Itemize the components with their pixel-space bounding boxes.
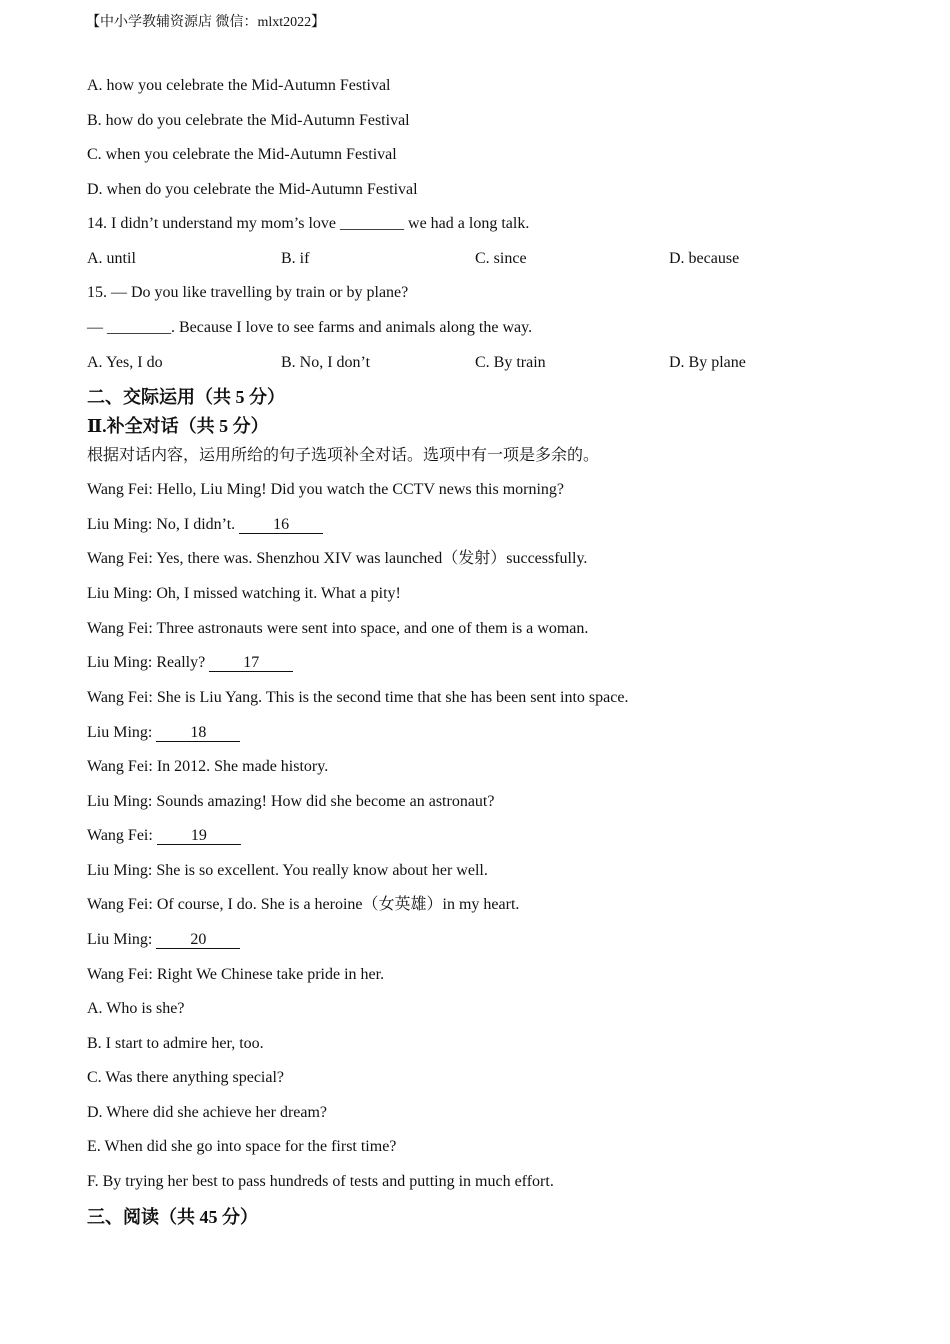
q13-option-a: A. how you celebrate the Mid-Autumn Festival bbox=[87, 77, 391, 94]
q15-option-b: B. No, I don’t bbox=[281, 354, 371, 371]
dialogue-line: Wang Fei: Yes, there was. Shenzhou XIV was launched（发射）successfully. bbox=[87, 550, 588, 567]
dialogue-line: Liu Ming: Really? 17 bbox=[87, 653, 293, 673]
page-header: 【中小学教辅资源店 微信：mlxt2022】 bbox=[86, 15, 326, 30]
q13-option-d: D. when do you celebrate the Mid-Autumn Festival bbox=[87, 181, 418, 198]
dialogue-line: Liu Ming: 20 bbox=[87, 930, 240, 950]
dialogue-line: Liu Ming: She is so excellent. You really know about her well. bbox=[87, 862, 488, 879]
q13-option-b: B. how do you celebrate the Mid-Autumn Festival bbox=[87, 112, 410, 129]
dialogue-option-f: F. By trying her best to pass hundreds of tests and putting in much effort. bbox=[87, 1173, 554, 1190]
dialogue-line: Liu Ming: Sounds amazing! How did she become an astronaut? bbox=[87, 793, 495, 810]
answer-blank-19: 19 bbox=[157, 827, 241, 845]
dialogue-option-c: C. Was there anything special? bbox=[87, 1069, 285, 1086]
section2-subtitle: Ⅱ.补全对话（共 5 分） bbox=[87, 416, 269, 436]
q13-option-c: C. when you celebrate the Mid-Autumn Festival bbox=[87, 146, 397, 163]
answer-blank-17: 17 bbox=[209, 654, 293, 672]
q15-option-c: C. By train bbox=[475, 354, 546, 371]
q14-option-b: B. if bbox=[281, 250, 310, 267]
q15-option-d: D. By plane bbox=[669, 354, 746, 371]
dialogue-line: Wang Fei: Hello, Liu Ming! Did you watch the CCTV news this morning? bbox=[87, 481, 565, 498]
q14-option-d: D. because bbox=[669, 250, 740, 267]
dialogue-line: Wang Fei: Right We Chinese take pride in her. bbox=[87, 966, 385, 983]
dialogue-line: Wang Fei: 19 bbox=[87, 826, 241, 846]
q15-reply: — ________. Because I love to see farms and animals along the way. bbox=[87, 319, 533, 336]
q15-stem: 15. — Do you like travelling by train or by plane? bbox=[87, 284, 409, 301]
dialogue-line: Wang Fei: She is Liu Yang. This is the second time that she has been sent into space. bbox=[87, 689, 629, 706]
dialogue-line: Liu Ming: 18 bbox=[87, 723, 240, 743]
q15-option-a: A. Yes, I do bbox=[87, 354, 163, 371]
q14-option-c: C. since bbox=[475, 250, 527, 267]
dialogue-option-d: D. Where did she achieve her dream? bbox=[87, 1104, 328, 1121]
q14-option-a: A. until bbox=[87, 250, 136, 267]
section2-title: 二、交际运用（共 5 分） bbox=[87, 387, 285, 407]
dialogue-option-e: E. When did she go into space for the first time? bbox=[87, 1138, 397, 1155]
section2-instruction: 根据对话内容，运用所给的句子选项补全对话。选项中有一项是多余的。 bbox=[87, 447, 600, 464]
dialogue-line: Wang Fei: Of course, I do. She is a heroine（女英雄）in my heart. bbox=[87, 896, 520, 913]
dialogue-line: Wang Fei: In 2012. She made history. bbox=[87, 758, 329, 775]
q14-stem: 14. I didn’t understand my mom’s love ________ we had a long talk. bbox=[87, 215, 530, 232]
answer-blank-18: 18 bbox=[156, 724, 240, 742]
dialogue-option-b: B. I start to admire her, too. bbox=[87, 1035, 264, 1052]
answer-blank-16: 16 bbox=[239, 516, 323, 534]
dialogue-line: Liu Ming: No, I didn’t. 16 bbox=[87, 515, 323, 535]
section3-title: 三、阅读（共 45 分） bbox=[87, 1207, 258, 1227]
answer-blank-20: 20 bbox=[156, 931, 240, 949]
dialogue-option-a: A. Who is she? bbox=[87, 1000, 185, 1017]
dialogue-line: Wang Fei: Three astronauts were sent into space, and one of them is a woman. bbox=[87, 620, 589, 637]
dialogue-line: Liu Ming: Oh, I missed watching it. What a pity! bbox=[87, 585, 401, 602]
